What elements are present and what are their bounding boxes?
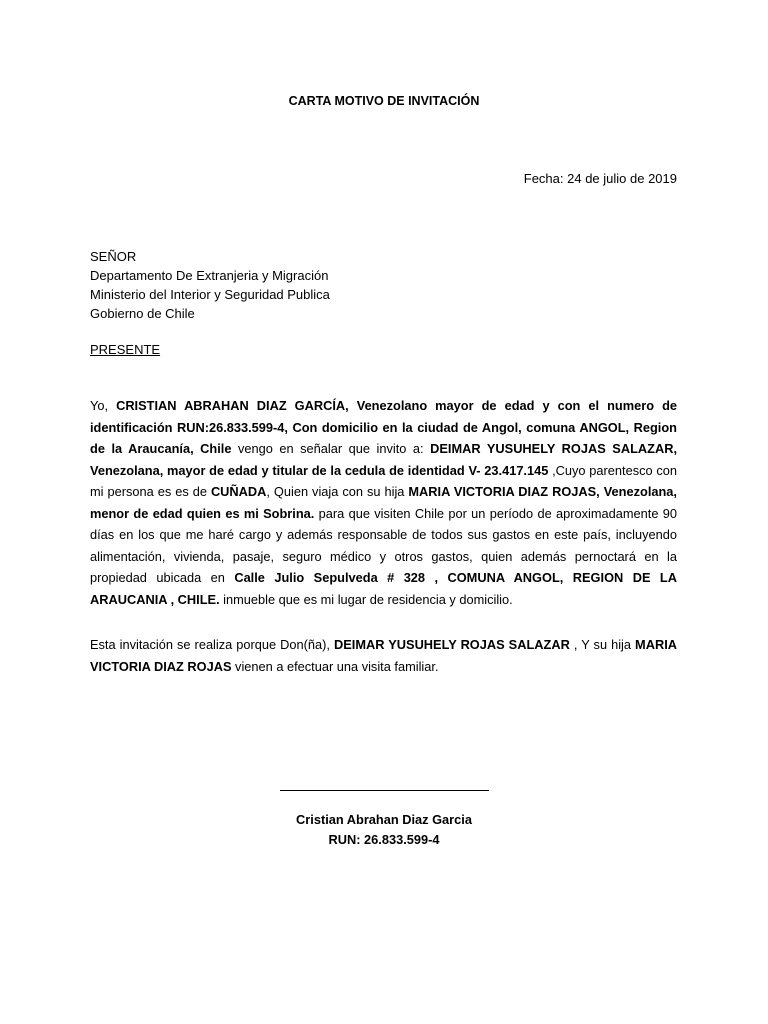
text-run: vengo en señalar que invito a: — [231, 441, 431, 456]
letter-date: Fecha: 24 de julio de 2019 — [523, 171, 677, 186]
text-run: , Y su hija — [569, 637, 636, 652]
recipient-line-salutation: SEÑOR — [90, 249, 137, 264]
signature-run: RUN: 26.833.599-4 — [328, 832, 440, 847]
letter-title: CARTA MOTIVO DE INVITACIÓN — [288, 94, 480, 108]
recipient-line-government: Gobierno de Chile — [90, 306, 195, 321]
text-run: ,Cuyo parentesco con mi persona es es de — [90, 462, 678, 499]
recipient-line-department: Departamento De Extranjeria y Migración — [90, 268, 329, 283]
text-run: inmueble que es mi lugar de residencia y domicilio. — [219, 591, 513, 607]
recipient-block — [90, 247, 330, 323]
signature-line — [280, 790, 489, 791]
signature-name: Cristian Abrahan Diaz Garcia — [296, 812, 472, 827]
recipient-line-ministry: Ministerio del Interior y Seguridad Publica — [90, 287, 330, 302]
bold-text-run: CUÑADA — [210, 484, 267, 499]
text-run: para que visiten Chile por un período de aproximadamente 90 días en los que me haré cargo y además responsable de todos sus gastos en este país, incluyendo alimentación, vivienda, pasaje, seguro médico y otros gastos, quien además pernoctará en la propiedad ubicada en — [90, 505, 678, 585]
bold-text-run: MARIA VICTORIA DIAZ ROJAS — [90, 637, 677, 674]
body-paragraph-invitation — [90, 395, 677, 610]
text-run: vienen a efectuar una visita familiar. — [231, 658, 439, 674]
text-run: Esta invitación se realiza porque Don(ña), — [90, 637, 334, 652]
bold-text-run: DEIMAR YUSUHELY ROJAS SALAZAR — [333, 637, 570, 652]
bold-text-run: CRISTIAN ABRAHAN DIAZ GARCÍA, Venezolano mayor de edad y con el numero de identificación RUN:26.833.599-4, Con domicilio en la ciudad de Angol, comuna ANGOL, Region de la Araucanía, Chile — [90, 398, 677, 456]
text-run: Yo, — [90, 398, 117, 413]
bold-text-run: Calle Julio Sepulveda # 328 , COMUNA ANGOL, REGION DE LA ARAUCANIA , CHILE. — [90, 570, 677, 607]
salutation-presente: PRESENTE — [90, 342, 161, 357]
bold-text-run: MARIA VICTORIA DIAZ ROJAS, Venezolana, menor de edad quien es mi Sobrina. — [90, 484, 677, 521]
bold-text-run: DEIMAR YUSUHELY ROJAS SALAZAR, Venezolana, mayor de edad y titular de la cedula de identidad V- 23.417.145 — [90, 441, 677, 478]
body-paragraph-purpose — [90, 634, 677, 677]
text-run: , Quien viaja con su hija — [266, 484, 409, 499]
